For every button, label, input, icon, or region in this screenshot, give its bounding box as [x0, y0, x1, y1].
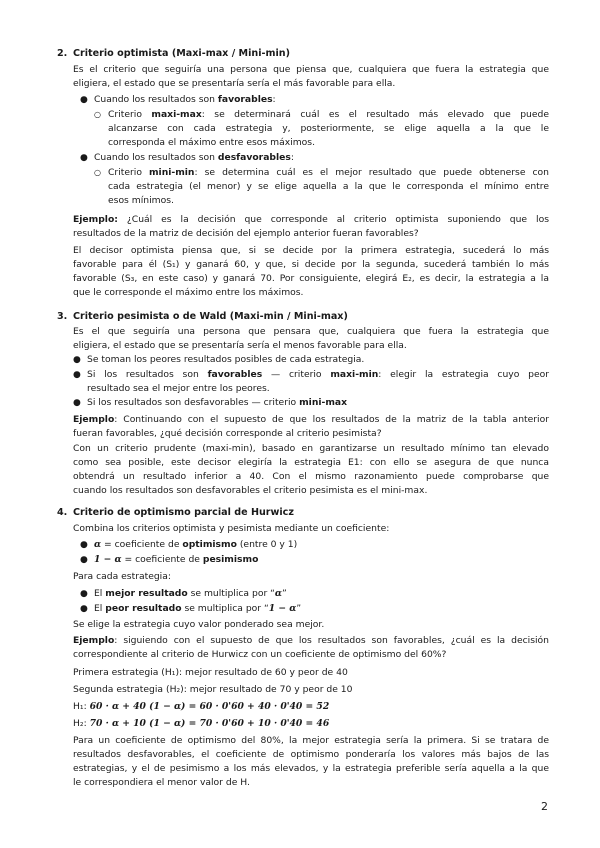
- s4-coef-pesimismo: 1 − α = coeficiente de pesimismo: [94, 554, 259, 565]
- s2-example-q-2: resultados de la matriz de decisión del ejemplo anterior fueran favorables?: [73, 228, 419, 239]
- section-2-intro-2: eligiera, el estado que se presentaría sería el más favorable para ella.: [73, 78, 396, 89]
- s2-maximax-line-2: alcanzarse con cada estrategia y, posteriormente, se elige aquella a la que le: [108, 123, 549, 134]
- s4-conclusion-4: le correspondiera el menor valor de H.: [73, 777, 250, 788]
- s3-answer-4: cuando los resultados son desfavorables el criterio pesimista es el mini-max.: [73, 485, 428, 496]
- s4-conclusion-1: Para un coeficiente de optimismo del 80%, la mejor estrategia sería la primera. Si se tratara de: [73, 735, 549, 746]
- s2-minimin-line-3: esos mínimos.: [108, 195, 174, 206]
- s3-answer-2: como sea posible, este decisor elegiría la estrategia E1: con ello se asegura de que nunca: [73, 457, 549, 468]
- section-3-intro-1: Es el que seguiría una persona que pensara que, cualquiera que fuera la estrategia que: [73, 326, 549, 337]
- s4-example-q-1: Ejemplo: siguiendo con el supuesto de que los resultados son favorables, ¿cuál es la decisión: [73, 635, 549, 646]
- s2-answer-1: El decisor optimista piensa que, si se decide por la primera estrategia, sucederá lo más: [73, 245, 549, 256]
- s4-para-cada: Para cada estrategia:: [73, 571, 171, 582]
- bullet-dot: ●: [73, 370, 81, 380]
- s4-equation-h1: H₁: 60 · α + 40 (1 − α) = 60 · 0'60 + 40 · 0'40 = 52: [73, 701, 330, 712]
- s4-h1-text: Primera estrategia (H₁): mejor resultado de 60 y peor de 40: [73, 667, 348, 678]
- bullet-dot: ●: [73, 398, 81, 408]
- bullet-dot: ●: [73, 355, 81, 365]
- s2-minimin-line-2: cada estrategia (el menor) y se elige aquella a la que le corresponda el mínimo entre: [108, 181, 549, 192]
- bullet-dot: ●: [80, 589, 88, 599]
- bullet-dot: ●: [80, 540, 88, 550]
- s4-elige: Se elige la estrategia cuyo valor ponderado sea mejor.: [73, 619, 325, 630]
- s2-favorables-item: Cuando los resultados son favorables:: [94, 94, 276, 105]
- s2-answer-4: que le corresponde el máximo entre los máximos.: [73, 287, 304, 298]
- s3-bullet-2-line-1: Si los resultados son favorables — criterio maxi-min: elegir la estrategia cuyo peor: [87, 369, 550, 380]
- section-4-title: Criterio de optimismo parcial de Hurwicz: [73, 507, 294, 518]
- section-4-number: 4.: [57, 507, 68, 518]
- section-3-title: Criterio pesimista o de Wald (Maxi-min / Mini-max): [73, 311, 348, 322]
- s3-example-q-2: fueran favorables, ¿qué decisión corresponde al criterio pesimista?: [73, 428, 382, 439]
- circle-bullet: ○: [94, 168, 101, 177]
- s4-intro: Combina los criterios optimista y pesimista mediante un coeficiente:: [73, 523, 390, 534]
- s4-conclusion-3: estrategias, y el de pesimismo a los más elevados, y la estrategia preferible sería aquella a la que: [73, 763, 549, 774]
- s3-bullet-3: Si los resultados son desfavorables — criterio mini-max: [87, 397, 348, 408]
- section-3-number: 3.: [57, 311, 68, 322]
- circle-bullet: ○: [94, 110, 101, 119]
- section-2-title: Criterio optimista (Maxi-max / Mini-min): [73, 48, 290, 59]
- s4-example-q-2: correspondiente al criterio de Hurwicz con un coeficiente de optimismo del 60%?: [73, 649, 447, 660]
- s4-coef-optimismo: α = coeficiente de optimismo (entre 0 y 1): [94, 539, 298, 550]
- s4-equation-h2: H₂: 70 · α + 10 (1 − α) = 70 · 0'60 + 10 · 0'40 = 46: [73, 718, 330, 729]
- bullet-dot: ●: [80, 555, 88, 565]
- s4-peor-item: El peor resultado se multiplica por “1 − α”: [94, 603, 302, 614]
- s2-maximax-line-3: corresponda el máximo entre esos máximos.: [108, 137, 315, 148]
- s2-desfavorables-item: Cuando los resultados son desfavorables:: [94, 152, 294, 163]
- bullet-dot: ●: [80, 604, 88, 614]
- bullet-dot: ●: [80, 153, 88, 163]
- s3-answer-1: Con un criterio prudente (maxi-min), basado en garantizarse un resultado mínimo tan elevado: [73, 443, 549, 454]
- s3-answer-3: obtendrá un resultado inferior a 40. Con el mismo razonamiento puede comprobarse que: [73, 471, 549, 482]
- s4-h2-text: Segunda estrategia (H₂): mejor resultado de 70 y peor de 10: [73, 684, 353, 695]
- s3-bullet-1: Se toman los peores resultados posibles de cada estrategia.: [87, 354, 365, 365]
- s2-answer-2: favorable para él (S₁) y ganará 60, y que, si decide por la segunda, sucederá también lo más: [73, 259, 549, 270]
- s2-answer-3: favorable (S₃, en este caso) y ganará 70. Por consiguiente, elegirá E₂, es decir, la estrategia a la: [73, 273, 549, 284]
- s2-example-q-1: Ejemplo: ¿Cuál es la decisión que corresponde al criterio optimista suponiendo que los: [73, 214, 549, 225]
- s3-bullet-2-line-2: resultado sea el mejor entre los peores.: [87, 383, 270, 394]
- section-2-number: 2.: [57, 48, 68, 59]
- s4-conclusion-2: resultados desfavorables, el coeficiente de optimismo ponderaría los valores más bajos de las: [73, 749, 549, 760]
- page-number: 2: [541, 800, 548, 813]
- s3-example-q-1: Ejemplo: Continuando con el supuesto de que los resultados de la matriz de la tabla anterior: [73, 414, 549, 425]
- section-3-intro-2: eligiera, el estado que se presentaría sería el menos favorable para ella.: [73, 340, 407, 351]
- section-2-intro-1: Es el criterio que seguiría una persona que piensa que, cualquiera que fuera la estrategia que: [73, 64, 549, 75]
- s4-mejor-item: El mejor resultado se multiplica por “α”: [94, 588, 287, 599]
- bullet-dot: ●: [80, 95, 88, 105]
- s2-maximax-line-1: Criterio maxi-max: se determinará cuál es el resultado más elevado que puede: [108, 109, 549, 120]
- s2-minimin-line-1: Criterio mini-min: se determina cuál es el mejor resultado que puede obtenerse con: [108, 167, 549, 178]
